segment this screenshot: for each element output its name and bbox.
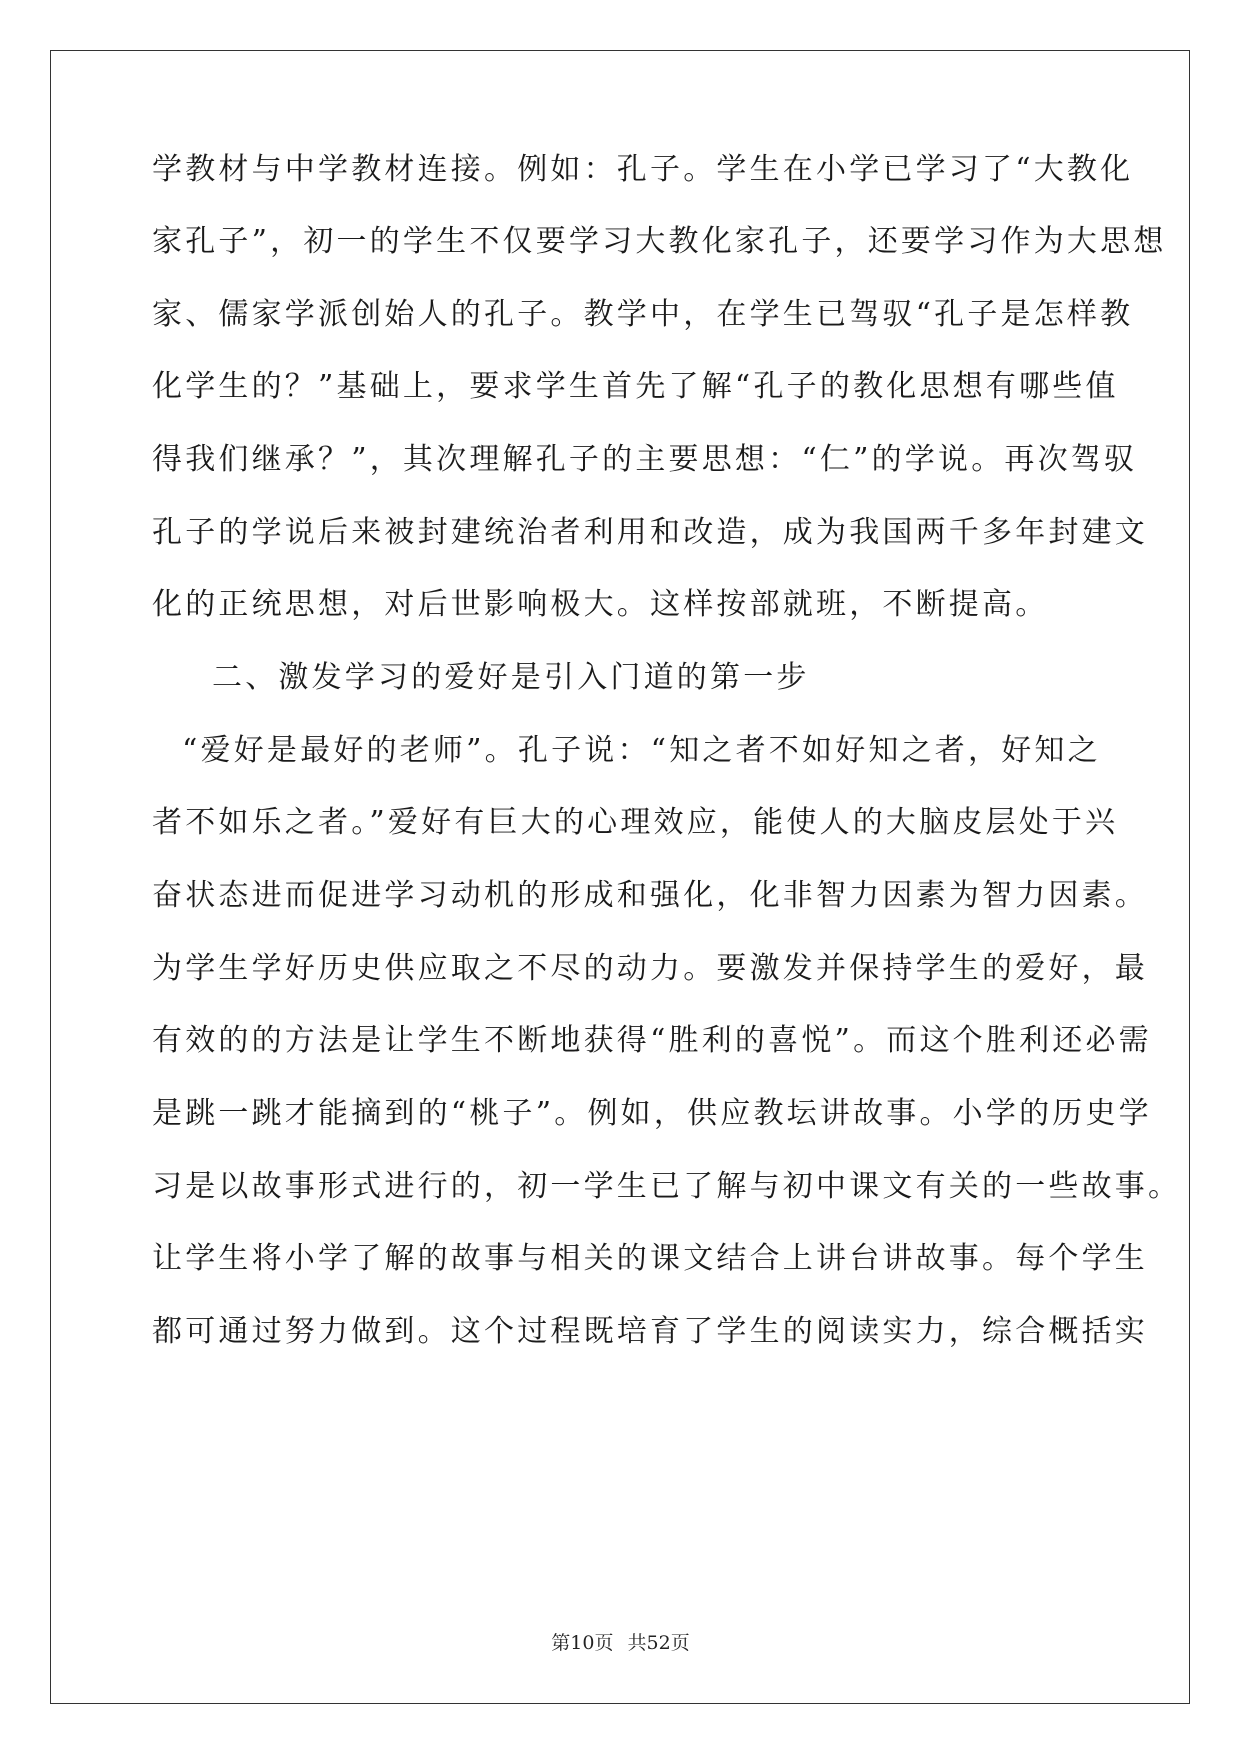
text-line: 为学生学好历史供应取之不尽的动力。要激发并保持学生的爱好，最 (152, 951, 1148, 986)
text-line: 是跳一跳才能摘到的“桃子”。例如，供应教坛讲故事。小学的历史学 (152, 1096, 1152, 1131)
text-line: 家、儒家学派创始人的孔子。教学中，在学生已驾驭“孔子是怎样教 (152, 297, 1134, 332)
text-line: 化的正统思想，对后世影响极大。这样按部就班，不断提高。 (152, 587, 1049, 622)
text-line: 都可通过努力做到。这个过程既培育了学生的阅读实力，综合概括实 (152, 1314, 1148, 1349)
text-line: 让学生将小学了解的故事与相关的课文结合上讲台讲故事。每个学生 (152, 1241, 1148, 1276)
text-line: 化学生的？”基础上，要求学生首先了解“孔子的教化思想有哪些值 (152, 369, 1119, 404)
page-footer (0, 1628, 1241, 1655)
text-line: 孔子的学说后来被封建统治者利用和改造，成为我国两千多年封建文 (152, 515, 1148, 550)
text-line: 家孔子”，初一的学生不仅要学习大教化家孔子，还要学习作为大思想 (152, 224, 1167, 259)
text-line: 得我们继承？”，其次理解孔子的主要思想：“仁”的学说。再次驾驭 (152, 442, 1138, 477)
text-line: 者不如乐之者。”爱好有巨大的心理效应，能使人的大脑皮层处于兴 (152, 805, 1119, 840)
text-line: 习是以故事形式进行的，初一学生已了解与初中课文有关的一些故事。 (152, 1169, 1182, 1204)
page-total: 共52页 (627, 1632, 690, 1654)
text-line: 学教材与中学教材连接。例如：孔子。学生在小学已学习了“大教化 (152, 152, 1134, 187)
section-heading: 二、激发学习的爱好是引入门道的第一步 (212, 660, 810, 695)
text-line: “爱好是最好的老师”。孔子说：“知之者不如好知之者，好知之 (182, 733, 1101, 768)
text-line: 有效的的方法是让学生不断地获得“胜利的喜悦”。而这个胜利还必需 (152, 1023, 1152, 1058)
page-number: 第10页 (551, 1632, 614, 1654)
text-line: 奋状态进而促进学习动机的形成和强化，化非智力因素为智力因素。 (152, 878, 1148, 913)
